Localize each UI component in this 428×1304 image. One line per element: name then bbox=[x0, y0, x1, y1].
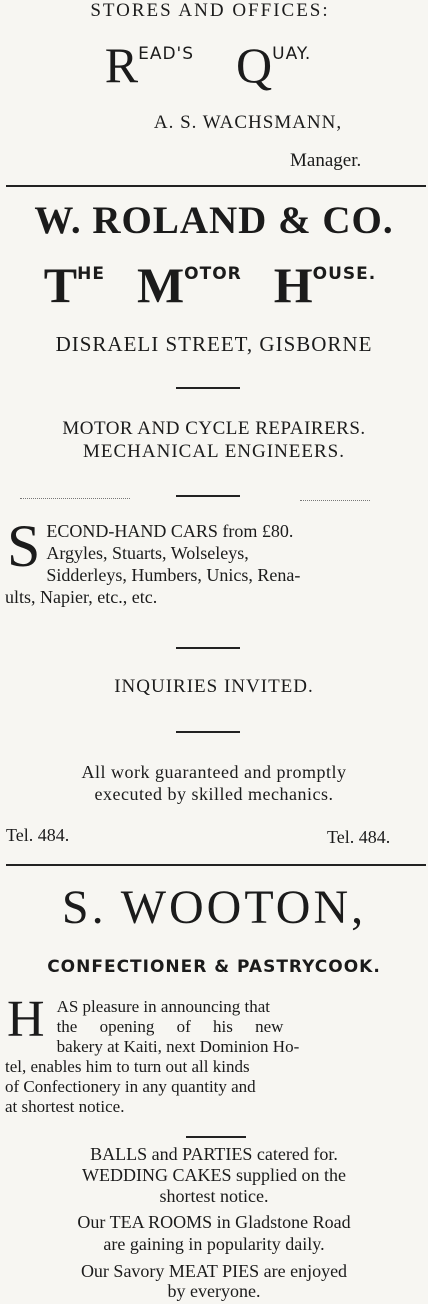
reads-rest: EAD'S bbox=[138, 44, 195, 64]
print-speckle bbox=[20, 498, 130, 500]
motor-rest: OTOR bbox=[184, 264, 242, 284]
pies-line-2: by everyone. bbox=[167, 1281, 261, 1301]
tel-left: Tel. 484. bbox=[6, 825, 70, 845]
cars-line: ults, Napier, etc., etc. bbox=[5, 587, 158, 607]
announce-paragraph bbox=[5, 991, 423, 1117]
print-speckle bbox=[300, 500, 370, 502]
inquiries: INQUIRIES INVITED. bbox=[114, 676, 314, 697]
the-rest: HE bbox=[77, 264, 105, 284]
divider-1 bbox=[176, 387, 240, 389]
tearooms-line-2: are gaining in popularity daily. bbox=[103, 1234, 325, 1254]
balls-line: BALLS and PARTIES catered for. bbox=[90, 1144, 338, 1164]
announce-line: bakery at Kaiti, next Dominion Ho- bbox=[56, 1037, 300, 1056]
cars-paragraph bbox=[5, 513, 423, 608]
guarantee-line-1: All work guaranteed and promptly bbox=[81, 762, 347, 782]
reads-initial: R bbox=[104, 37, 139, 93]
announce-line: at shortest notice. bbox=[5, 1097, 125, 1116]
divider-middle bbox=[6, 864, 426, 866]
motor-house bbox=[0, 257, 424, 313]
divider-2 bbox=[176, 495, 240, 497]
services-line-1: MOTOR AND CYCLE REPAIRERS. bbox=[62, 418, 366, 439]
stores-header: STORES AND OFFICES: bbox=[90, 0, 330, 21]
wedding-line-1: WEDDING CAKES supplied on the bbox=[82, 1165, 346, 1185]
quay-initial: Q bbox=[236, 37, 273, 93]
services-line-2: MECHANICAL ENGINEERS. bbox=[82, 441, 345, 462]
motor-initial: M bbox=[136, 257, 185, 313]
announce-dropcap: H bbox=[7, 991, 45, 1048]
reads-quay bbox=[0, 37, 422, 93]
announce-line: tel, enables him to turn out all kinds bbox=[5, 1057, 250, 1076]
quay-rest: UAY. bbox=[272, 44, 312, 64]
divider-5 bbox=[186, 1136, 246, 1138]
announce-line: AS pleasure in announcing that bbox=[56, 997, 270, 1016]
roland-address: DISRAELI STREET, GISBORNE bbox=[55, 332, 373, 356]
announce-line: the opening of his new bbox=[56, 1017, 284, 1036]
roland-name: W. ROLAND & CO. bbox=[34, 199, 394, 242]
wooton-trade: CONFECTIONER & PASTRYCOOK. bbox=[47, 957, 381, 977]
divider-top bbox=[6, 185, 426, 187]
pies-line-1: Our Savory MEAT PIES are enjoyed bbox=[80, 1261, 348, 1281]
tearooms-line-1: Our TEA ROOMS in Gladstone Road bbox=[77, 1212, 351, 1232]
the-initial: T bbox=[43, 257, 78, 313]
wooton-name: S. WOOTON, bbox=[61, 881, 367, 934]
cars-line: ECOND-HAND CARS from £80. bbox=[46, 521, 294, 541]
tel-right: Tel. 484. bbox=[327, 827, 391, 847]
divider-3 bbox=[176, 647, 240, 649]
cars-dropcap: S bbox=[7, 513, 41, 579]
manager-name: A. S. WACHSMANN, bbox=[153, 112, 343, 133]
divider-4 bbox=[176, 731, 240, 733]
cars-line: Sidderleys, Humbers, Unics, Rena- bbox=[46, 565, 301, 585]
house-initial: H bbox=[273, 257, 313, 313]
cars-line: Argyles, Stuarts, Wolseleys, bbox=[46, 543, 249, 563]
announce-line: of Confectionery in any quantity and bbox=[5, 1077, 256, 1096]
manager-role: Manager. bbox=[290, 150, 362, 171]
house-rest: OUSE. bbox=[312, 264, 377, 284]
guarantee-line-2: executed by skilled mechanics. bbox=[94, 784, 334, 804]
wedding-line-2: shortest notice. bbox=[159, 1186, 269, 1206]
